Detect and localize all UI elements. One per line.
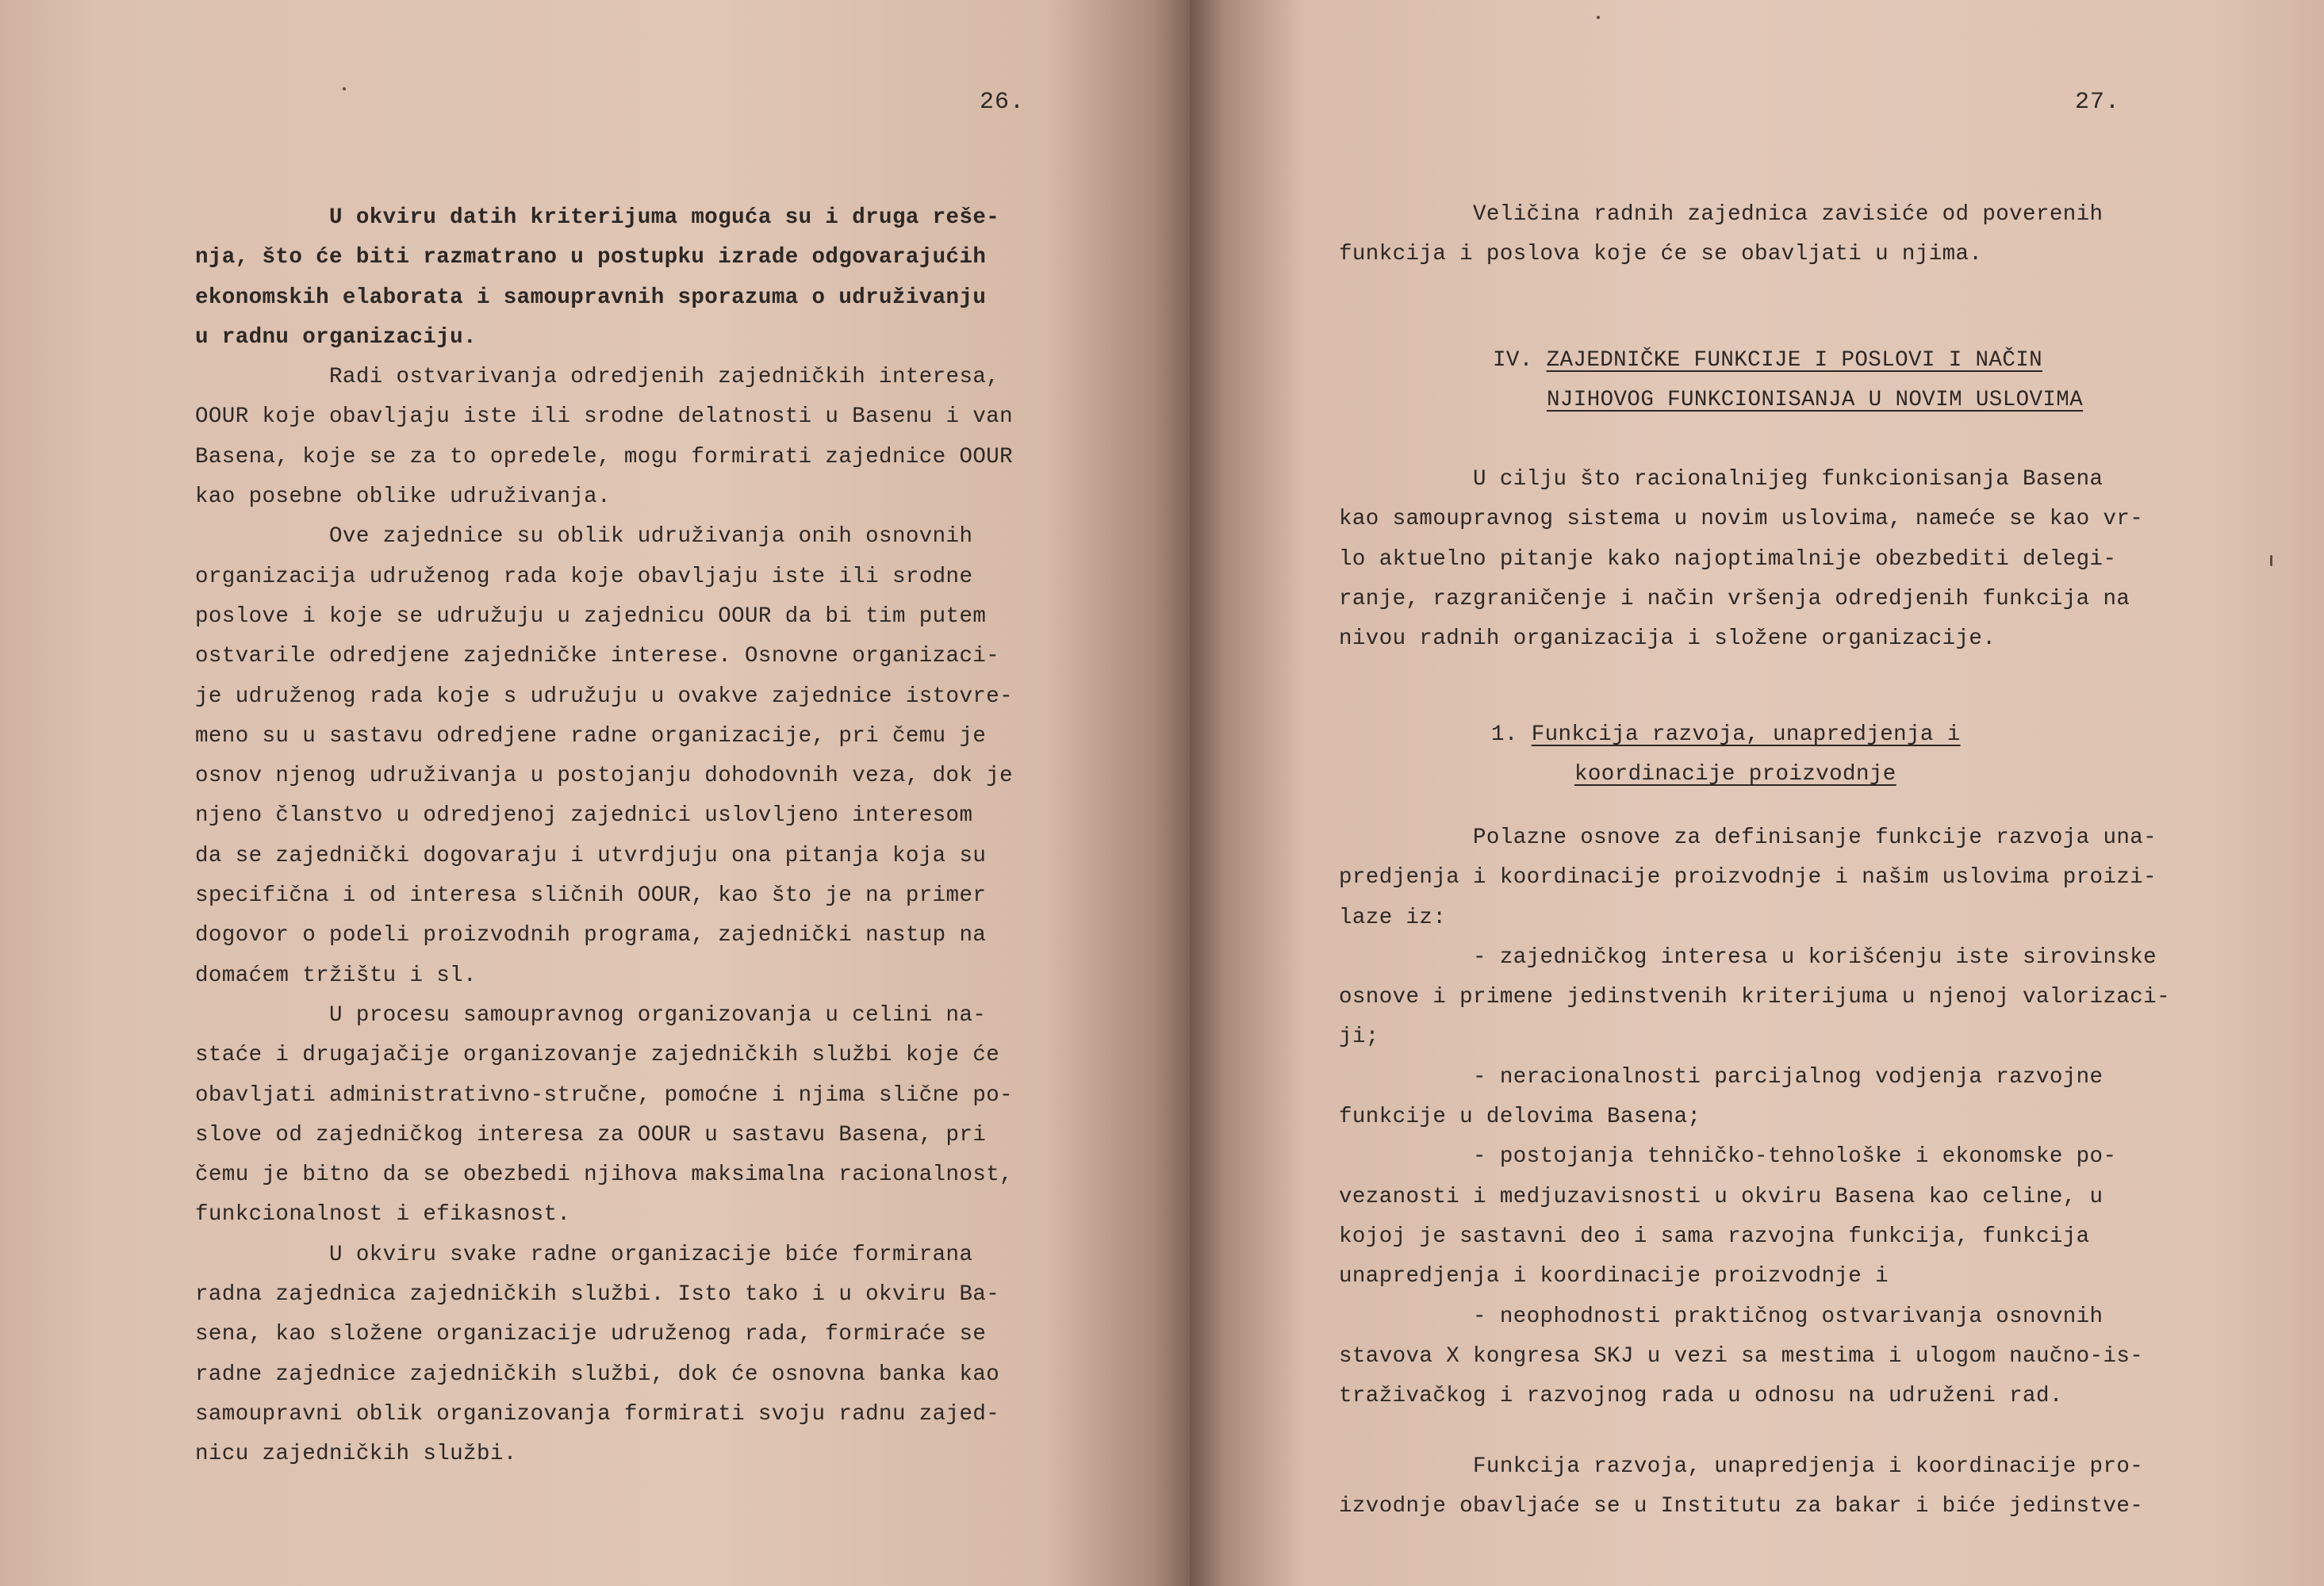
page-number-right: 27. [2075,89,2121,116]
text-line: - zajedničkog interesa u korišćenju iste sirovinske [1339,944,2157,970]
section-body [1339,460,2211,659]
text-line: Polazne osnove za definisanje funkcije razvoja una- [1339,826,2157,850]
text-line: predjenja i koordinacije proizvodnje i našim uslovima proizi- [1339,865,2157,891]
text-line: traživačkog i razvojnog rada u odnosu na udruženi rad. [1339,1384,2063,1409]
subsection-heading [1491,715,1961,755]
text-line: Basena, koje se za to opredele, mogu formirati zajednice OOUR [195,444,1014,469]
text-line: stavova X kongresa SKJ u vezi sa mestima i ulogom naučno-is- [1339,1343,2144,1369]
text-line: - postojanja tehničko-tehnološke i ekonomske po- [1339,1144,2117,1170]
text-line: lo aktuelno pitanje kako najoptimalnije obezbediti delegi- [1339,546,2117,572]
paper-speck [343,87,346,90]
text-line: je udruženog rada koje s udružuju u ovakve zajednice istovre- [195,684,1014,709]
text-line: unapredjenja i koordinacije proizvodnje i [1339,1264,1889,1289]
text-line: osnov njenog udruživanja u postojanju dohodovnih veza, dok je [195,764,1014,789]
section-heading [1493,341,2042,381]
text-line: dogovor o podeli proizvodnih programa, zajednički nastup na [195,923,987,948]
text-line: obavljati administrativno-stručne, pomoćne i njima slične po- [195,1082,1014,1108]
text-line: poslove i koje se udružuju u zajednicu OOUR da bi tim putem [195,603,987,629]
text-line: kao samoupravnog sistema u novim uslovima, nameće se kao vr- [1339,507,2144,532]
text-line: kao posebne oblike udruživanja. [195,485,611,510]
text-line: - neracionalnosti parcijalnog vodjenja razvojne [1339,1064,2103,1090]
text-line: ji; [1339,1025,1379,1050]
text-line: da se zajednički dogovaraju i utvrdjuju ona pitanja koja su [195,843,987,868]
text-line: domaćem tržištu i sl. [195,963,477,988]
text-line: Ove zajednice su oblik udruživanja onih osnovnih [195,524,973,550]
subsection-body [1339,818,2211,1416]
subsection-number: 1. [1491,722,1518,747]
text-line: U cilju što racionalnijeg funkcionisanja Basena [1339,467,2103,492]
paper-speck [2270,555,2272,566]
text-line: radna zajednica zajedničkih službi. Isto tako i u okviru Ba- [195,1282,1000,1308]
paper-speck [1597,16,1600,19]
text-line: Funkcija razvoja, unapredjenja i koordinacije pro- [1339,1454,2144,1479]
text-line: samoupravni oblik organizovanja formirati svoju radnu zajed- [195,1401,1000,1427]
text-line: OOUR koje obavljaju iste ili srodne delatnosti u Basenu i van [195,404,1014,430]
text-line: U okviru svake radne organizacije biće formirana [195,1242,973,1267]
text-line: specifična i od interesa sličnih OOUR, kao što je na primer [195,883,987,909]
text-line: nivou radnih organizacija i složene organizacije. [1339,626,1996,652]
text-line: nja, što će biti razmatrano u postupku izrade odgovarajućih [195,245,987,270]
text-line: nicu zajedničkih službi. [195,1442,517,1467]
text-line: funkcija i poslova koje će se obavljati u njima. [1339,242,1983,267]
closing-paragraph [1339,1447,2211,1527]
text-line: funkcionalnost i efikasnost. [195,1202,571,1228]
text-line: slove od zajedničkog interesa za OOUR u sastavu Basena, pri [195,1122,987,1147]
text-line: organizacija udruženog rada koje obavljaju iste ili srodne [195,564,973,589]
text-line: U okviru datih kriterijuma moguća su i druga reše- [195,205,1000,230]
subsection-heading-line: Funkcija razvoja, unapredjenja i [1531,722,1961,747]
right-page-intro [1339,195,2211,275]
text-line: Radi ostvarivanja odredjenih zajedničkih interesa, [195,365,1000,390]
text-line: u radnu organizaciju. [195,324,477,350]
text-line: U procesu samoupravnog organizovanja u celini na- [195,1002,987,1028]
text-line: njeno članstvo u odredjenoj zajednici uslovljeno interesom [195,803,973,829]
page-number-left: 26. [980,89,1026,116]
section-heading-line: ZAJEDNIČKE FUNKCIJE I POSLOVI I NAČIN [1546,348,2043,373]
text-line: ekonomskih elaborata i samoupravnih sporazuma o udruživanju [195,285,987,310]
text-line: radne zajednice zajedničkih službi, dok će osnovna banka kao [195,1362,1000,1387]
text-line: Veličina radnih zajednica zavisiće od poverenih [1339,202,2103,227]
subsection-heading-line: koordinacije proizvodnje [1574,762,1896,787]
text-line: vezanosti i medjuzavisnosti u okviru Basena kao celine, u [1339,1184,2103,1209]
text-line: ranje, razgraničenje i način vršenja odredjenih funkcija na [1339,586,2130,611]
text-line: - neophodnosti praktičnog ostvarivanja osnovnih [1339,1304,2103,1329]
text-line: ostvarile odredjene zajedničke interese. Osnovne organizaci- [195,644,1000,669]
text-line: staće i drugajačije organizovanje zajedničkih službi koje će [195,1043,1000,1068]
text-line: sena, kao složene organizacije udruženog rada, formiraće se [195,1322,987,1347]
text-line: laze iz: [1339,905,1447,930]
section-heading-line: NJIHOVOG FUNKCIONISANJA U NOVIM USLOVIMA [1547,388,2084,412]
text-line: funkcije u delovima Basena; [1339,1105,1701,1130]
section-number: IV. [1493,348,1533,373]
left-page-body [195,198,1060,1475]
text-line: izvodnje obavljaće se u Institutu za bakar i biće jedinstve- [1339,1494,2144,1519]
text-line: osnove i primene jedinstvenih kriterijuma u njenoj valorizaci- [1339,985,2170,1010]
text-line: čemu je bitno da se obezbedi njihova maksimalna racionalnost, [195,1163,1014,1188]
text-line: kojoj je sastavni deo i sama razvojna funkcija, funkcija [1339,1224,2090,1249]
text-line: meno su u sastavu odredjene radne organizacije, pri čemu je [195,723,987,749]
